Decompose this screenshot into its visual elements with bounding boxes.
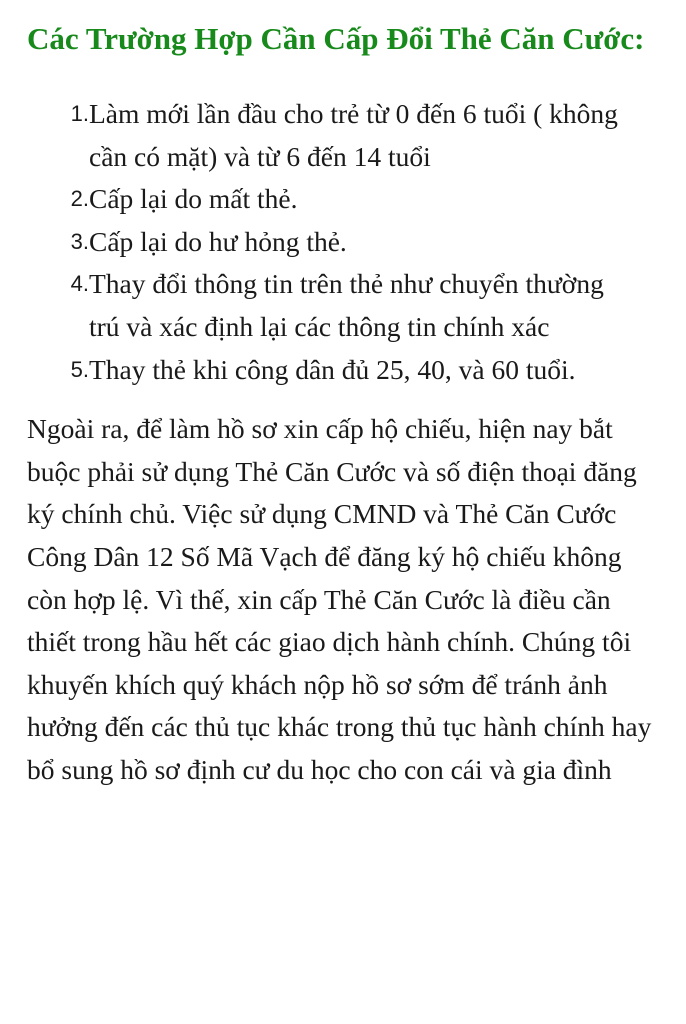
list-item-number: 1.	[70, 101, 89, 126]
list-item	[27, 349, 664, 392]
list-item-number: 4.	[70, 271, 89, 297]
section-heading: Các Trường Hợp Cần Cấp Đổi Thẻ Căn Cước:	[27, 21, 645, 56]
cases-list	[27, 93, 664, 391]
list-item	[27, 178, 664, 221]
list-item-number: 2.	[70, 186, 89, 212]
list-item	[27, 93, 664, 178]
list-item-number: 3.	[70, 228, 89, 254]
list-item-text: Cấp lại do hư hỏng thẻ.	[89, 225, 347, 257]
list-item	[27, 263, 664, 348]
list-item	[27, 221, 664, 264]
list-item-text: Thay thẻ khi công dân đủ 25, 40, và 60 tuổi.	[89, 353, 576, 385]
body-paragraph: Ngoài ra, để làm hồ sơ xin cấp hộ chiếu, hiện nay bắt buộc phải sử dụng Thẻ Căn Cước và số điện thoại đăng ký chính chủ. Việc sử dụng CMND và Thẻ Căn Cước Công Dân 12 Số Mã Vạch để đăng ký hộ chiếu không còn hợp lệ. Vì thế, xin cấp Thẻ Căn Cước là điều cần thiết trong hầu hết các giao dịch hành chính. Chúng tôi khuyến khích quý khách nộp hồ sơ sớm để tránh ảnh hưởng đến các thủ tục khác trong thủ tục hành chính hay bổ sung hồ sơ định cư du học cho con cái và gia đình	[27, 413, 652, 785]
list-item-text: Cấp lại do mất thẻ.	[89, 183, 298, 215]
list-item-text: Làm mới lần đầu cho trẻ từ 0 đến 6 tuổi ( không cần có mặt) và từ 6 đến 14 tuổi	[89, 98, 618, 172]
list-item-number: 5.	[70, 356, 89, 382]
list-item-text: Thay đổi thông tin trên thẻ như chuyển thường trú và xác định lại các thông tin chính xác	[89, 268, 604, 342]
